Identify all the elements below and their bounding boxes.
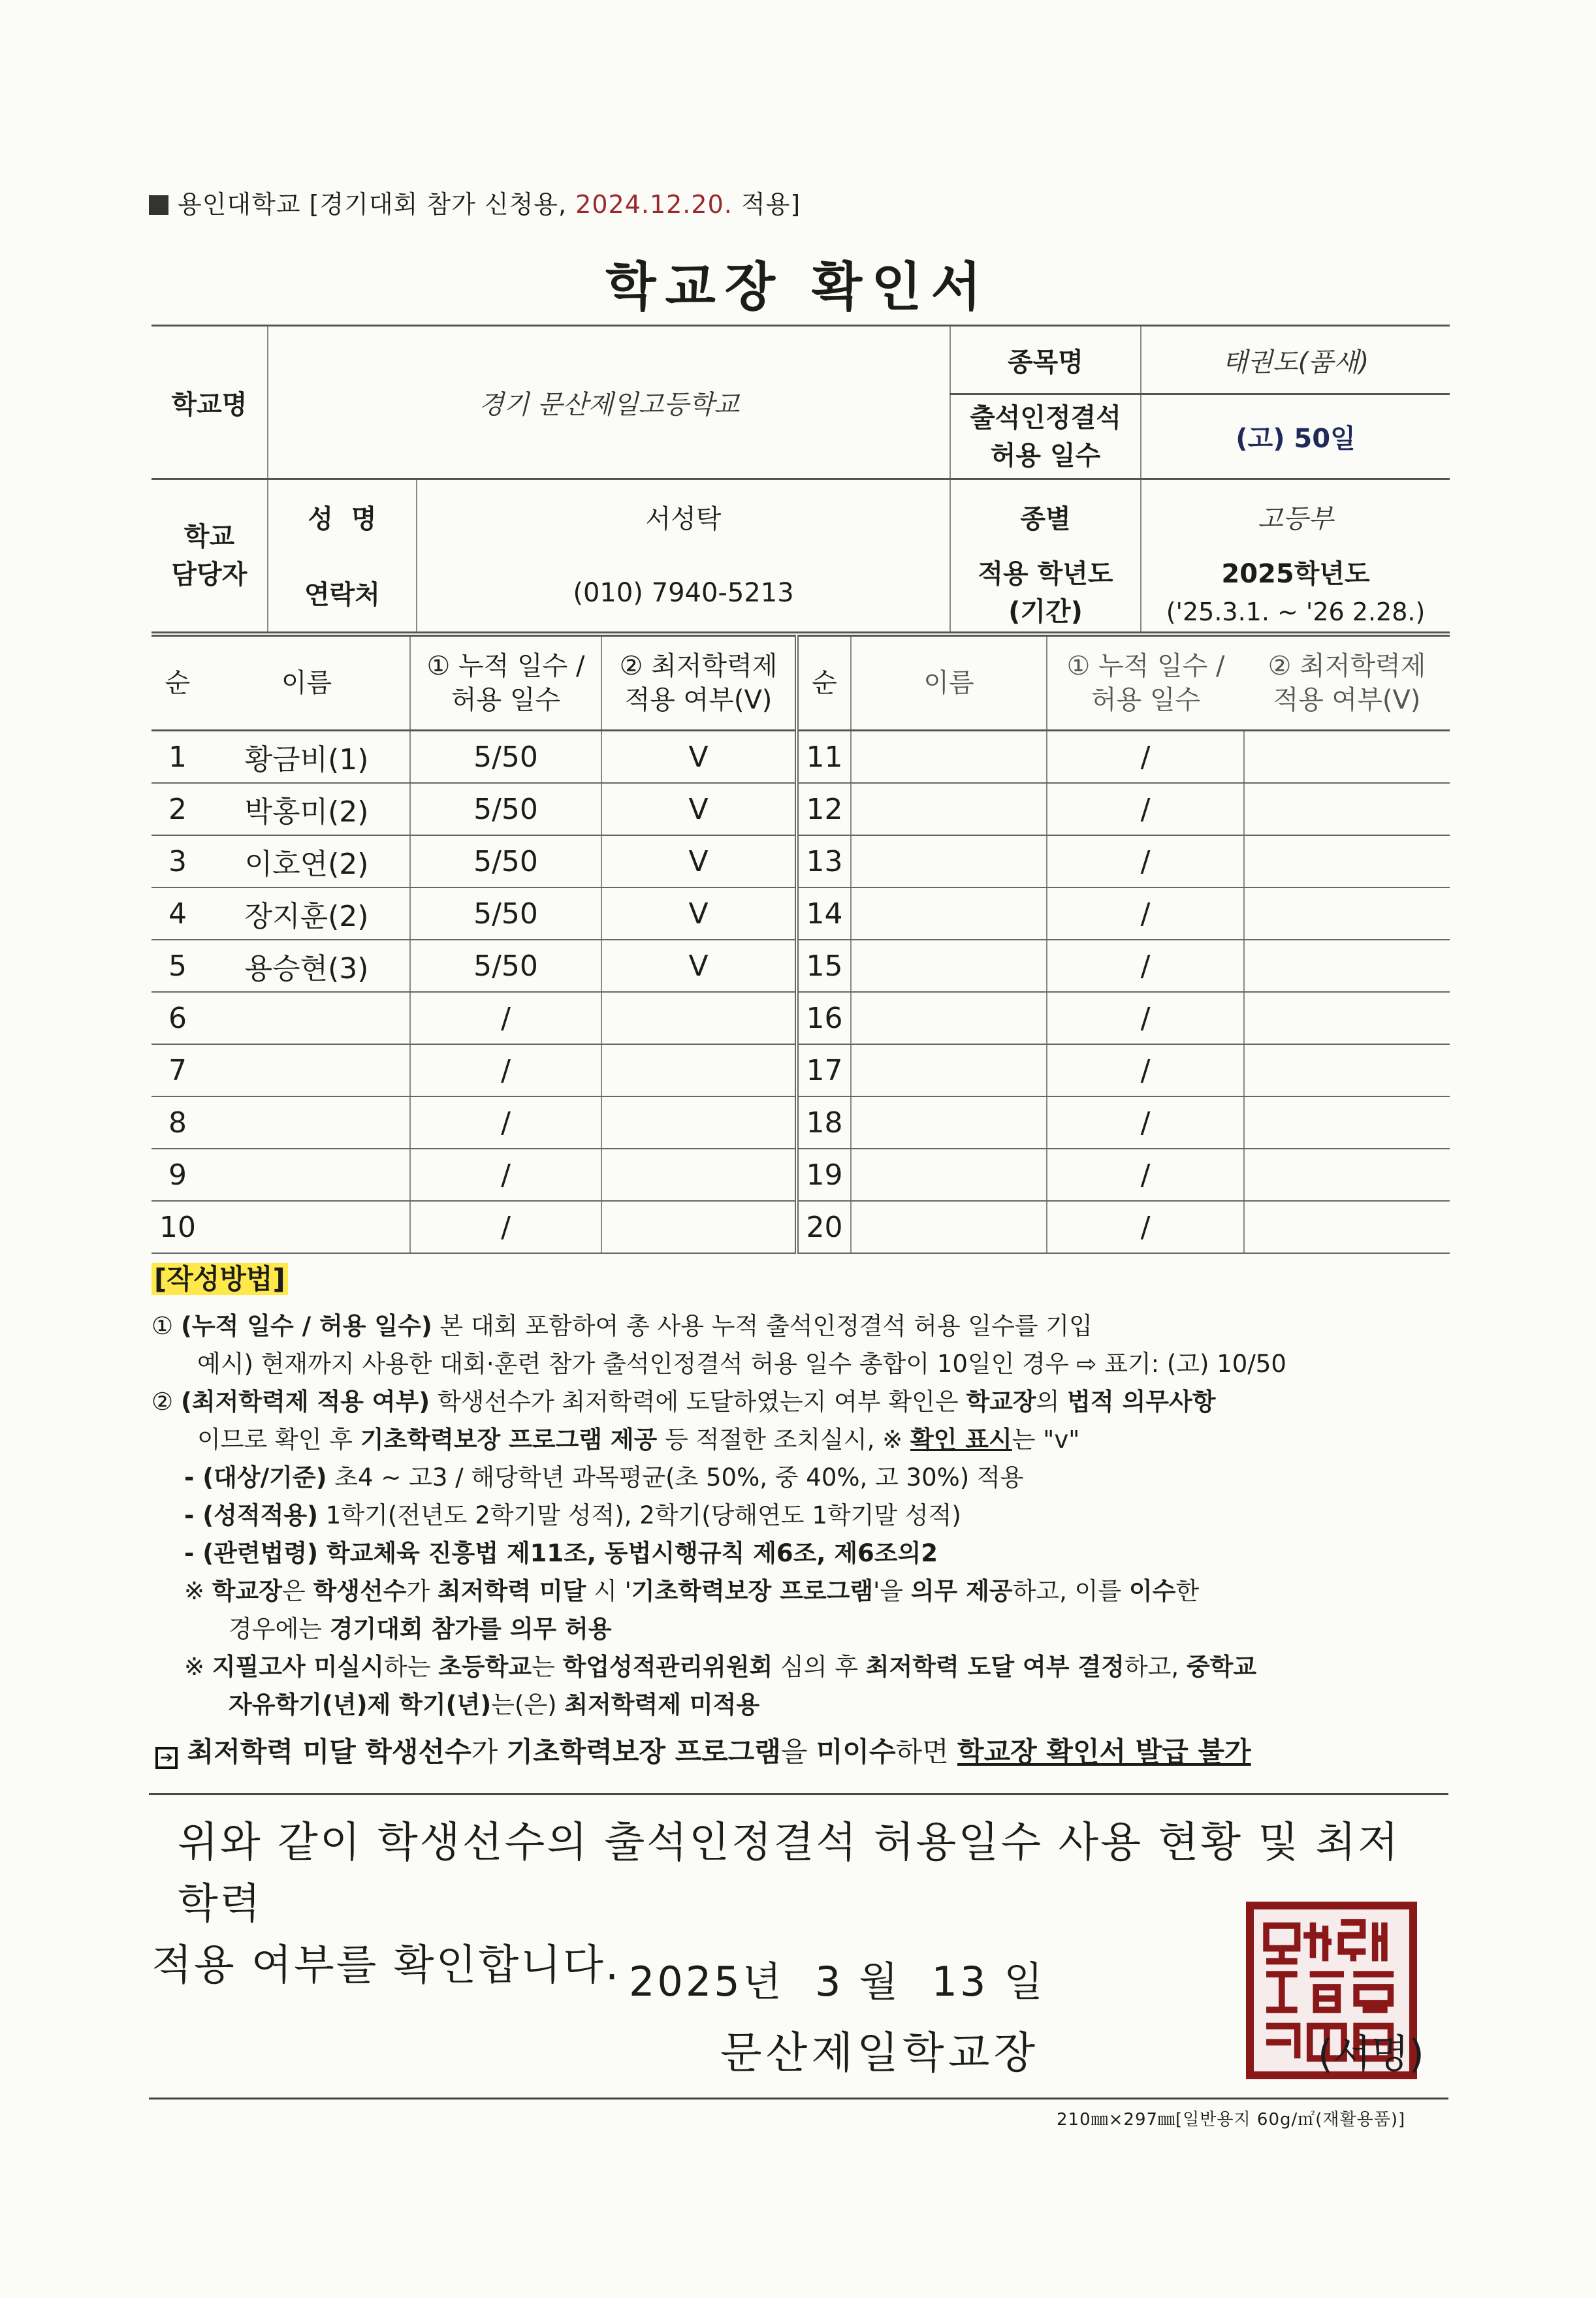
instruction-target — [152, 1459, 1451, 1497]
year-label — [950, 554, 1141, 633]
row-name-2 — [851, 731, 1047, 784]
instruction-2-cont-e: 는 "v" — [1012, 1426, 1080, 1454]
note-2-b3: 학업성적관리위원회 — [562, 1653, 773, 1681]
col-name-2: 이름 — [851, 636, 1047, 731]
instruction-2-cont-b: 기초학력보장 프로그램 제공 — [360, 1426, 658, 1454]
paper-spec: 210㎜×297㎜[일반용지 60g/㎡(재활용품)] — [1057, 2110, 1406, 2130]
row-no-2: 14 — [797, 887, 851, 940]
col-days — [410, 636, 601, 731]
divider-bottom — [149, 2098, 1448, 2099]
warning-b: 가 — [471, 1736, 507, 1768]
row-days-2: / — [1047, 1044, 1244, 1096]
row-min: V — [601, 783, 797, 835]
note-2-t3: 심의 후 — [773, 1653, 866, 1681]
contact-value: (010) 7940-5213 — [417, 554, 950, 633]
note-2-cont-b1: 자유학기(년)제 학기(년) — [229, 1691, 492, 1719]
row-no-2: 15 — [797, 940, 851, 992]
col-min-line2: 적용 여부(V) — [624, 685, 773, 715]
note-2-cont-b2: 최저학력제 미적용 — [564, 1691, 760, 1719]
row-min: V — [601, 835, 797, 887]
year-label-line1: 적용 학년도 — [978, 558, 1113, 589]
instruction-2-cont-c: 등 적절한 조치실시, ※ — [657, 1426, 910, 1454]
row-name — [204, 1044, 410, 1096]
event-value: 태권도(품새) — [1141, 326, 1450, 394]
row-name-2 — [851, 835, 1047, 887]
row-no-2: 17 — [797, 1044, 851, 1096]
header-bracket-open: [경기대회 참가 신청용, — [309, 190, 567, 219]
instruction-law — [152, 1535, 1451, 1572]
note-1-t6: 한 — [1175, 1577, 1200, 1605]
warning-d: 을 — [780, 1736, 816, 1768]
year-value — [1141, 554, 1450, 633]
row-min-2 — [1244, 992, 1450, 1044]
row-name: 황금비(1) — [204, 731, 410, 784]
table-row — [152, 940, 1450, 992]
table-row — [152, 992, 1450, 1044]
table-row — [152, 783, 1450, 835]
col-days-line1: ① 누적 일수 / — [426, 651, 585, 681]
instruction-law-bold: - (관련법령) 학교체육 진흥법 제11조, 동법시행규칙 제6조, 제6조의2 — [184, 1539, 938, 1567]
instruction-2-text-a: 학생선수가 최저학력에 도달하였는지 여부 확인은 — [430, 1388, 966, 1416]
instruction-1-bold: (누적 일수 / 허용 일수) — [180, 1312, 432, 1340]
document-title: 학교장 확인서 — [605, 257, 991, 317]
row-name-2 — [851, 992, 1047, 1044]
instruction-2-cont-a: 이므로 확인 후 — [197, 1426, 360, 1454]
header-bracket-close: 적용] — [741, 190, 801, 219]
col-no-2: 순 — [797, 636, 851, 731]
row-days: / — [410, 1096, 601, 1149]
row-no: 7 — [152, 1044, 204, 1096]
row-no: 8 — [152, 1096, 204, 1149]
row-name-2 — [851, 1044, 1047, 1096]
col-no: 순 — [152, 636, 204, 731]
warning-a: 최저학력 미달 학생선수 — [178, 1736, 471, 1768]
header-line — [149, 184, 801, 220]
name-value: 서성탁 — [417, 479, 950, 554]
allow-value: (고) 50일 — [1141, 394, 1450, 479]
row-no: 10 — [152, 1201, 204, 1253]
instruction-2-cont-d: 확인 표시 — [910, 1426, 1012, 1454]
manager-label — [152, 479, 268, 633]
division-value: 고등부 — [1141, 479, 1450, 554]
col-days-2-line2: 허용 일수 — [1091, 685, 1201, 715]
note-1-cont — [152, 1610, 1451, 1648]
row-no-2: 19 — [797, 1149, 851, 1201]
row-days-2: / — [1047, 992, 1244, 1044]
row-name — [204, 992, 410, 1044]
col-days-line2: 허용 일수 — [451, 685, 561, 715]
row-days: 5/50 — [410, 731, 601, 784]
row-no: 3 — [152, 835, 204, 887]
note-2-mark: ※ — [184, 1653, 212, 1681]
note-2-b4: 최저학력 도달 여부 결정 — [865, 1653, 1125, 1681]
row-no-2: 18 — [797, 1096, 851, 1149]
row-min: V — [601, 731, 797, 784]
row-no-2: 13 — [797, 835, 851, 887]
note-1-b3: 최저학력 미달 — [438, 1577, 586, 1605]
note-1-t5: 하고, 이를 — [1012, 1577, 1129, 1605]
principal-name: 문산제일학교장 — [720, 2028, 1040, 2078]
row-days: 5/50 — [410, 783, 601, 835]
col-days-2 — [1047, 636, 1244, 731]
table-row — [152, 887, 1450, 940]
instruction-grade-text: 1학기(전년도 2학기말 성적), 2학기(당해연도 1학기말 성적) — [318, 1501, 961, 1529]
note-2-cont-t1: 는(은) — [491, 1691, 565, 1719]
row-no: 4 — [152, 887, 204, 940]
contact-label: 연락처 — [268, 554, 417, 633]
sign-date: 2025년 3 월 13 일 — [628, 1958, 1046, 2005]
table-row — [152, 1149, 1450, 1201]
note-1-t4: '을 — [873, 1577, 911, 1605]
row-days-2: / — [1047, 940, 1244, 992]
row-no-2: 16 — [797, 992, 851, 1044]
student-table-header — [152, 636, 1450, 731]
row-no: 9 — [152, 1149, 204, 1201]
col-min-2-line2: 적용 여부(V) — [1273, 685, 1421, 715]
col-min-2 — [1244, 636, 1450, 731]
row-no: 1 — [152, 731, 204, 784]
row-name-2 — [851, 1096, 1047, 1149]
num-2: ② — [152, 1388, 174, 1416]
note-1-b6: 이수 — [1128, 1577, 1176, 1605]
event-label: 종목명 — [950, 326, 1141, 394]
instruction-2-bold-d: 법적 의무사항 — [1067, 1388, 1216, 1416]
note-2-t2: 는 — [532, 1653, 563, 1681]
row-name-2 — [851, 783, 1047, 835]
row-name — [204, 1096, 410, 1149]
row-no: 6 — [152, 992, 204, 1044]
bullet-square-icon — [149, 195, 168, 215]
row-min-2 — [1244, 887, 1450, 940]
instruction-grade-bold: - (성적적용) — [184, 1501, 319, 1529]
school-label: 학교명 — [152, 326, 268, 479]
row-days: 5/50 — [410, 887, 601, 940]
info-row-event — [152, 326, 1450, 394]
warning-e: 미이수 — [816, 1736, 896, 1768]
instruction-2-cont — [152, 1421, 1451, 1459]
header-org: 용인대학교 — [178, 190, 301, 219]
row-name: 이호연(2) — [204, 835, 410, 887]
instruction-target-bold: - (대상/기준) — [184, 1463, 327, 1492]
school-value: 경기 문산제일고등학교 — [268, 326, 950, 479]
info-table — [152, 325, 1450, 633]
note-1 — [152, 1572, 1451, 1610]
row-min-2 — [1244, 835, 1450, 887]
row-days: 5/50 — [410, 835, 601, 887]
note-2-t1: 하는 — [383, 1653, 439, 1681]
row-days-2: / — [1047, 1149, 1244, 1201]
row-no-2: 12 — [797, 783, 851, 835]
row-days: / — [410, 992, 601, 1044]
row-min — [601, 1096, 797, 1149]
warning-c: 기초학력보장 프로그램 — [506, 1736, 781, 1768]
table-row — [152, 731, 1450, 784]
row-name-2 — [851, 887, 1047, 940]
table-row — [152, 1201, 1450, 1253]
row-name: 장지훈(2) — [204, 887, 410, 940]
row-name — [204, 1149, 410, 1201]
note-1-cont-b1: 경기대회 참가를 의무 허용 — [329, 1615, 612, 1643]
note-1-t3: 시 ' — [586, 1577, 631, 1605]
row-min: V — [601, 940, 797, 992]
col-min — [601, 636, 797, 731]
row-name-2 — [851, 1201, 1047, 1253]
table-row — [152, 1096, 1450, 1149]
instruction-1 — [152, 1307, 1451, 1345]
row-min-2 — [1244, 1201, 1450, 1253]
instruction-2-bold-b: 학교장 — [966, 1388, 1036, 1416]
row-min-2 — [1244, 1044, 1450, 1096]
student-table — [152, 635, 1450, 1254]
warning-g: 학교장 확인서 발급 불가 — [957, 1736, 1251, 1768]
row-min-2 — [1244, 1096, 1450, 1149]
row-min-2 — [1244, 731, 1450, 784]
row-min-2 — [1244, 783, 1450, 835]
row-min — [601, 992, 797, 1044]
note-2 — [152, 1648, 1451, 1686]
signature-mark: (서명) — [1318, 2032, 1424, 2077]
row-min — [601, 1201, 797, 1253]
period-value: ('25.3.1. ~ '26 2.28.) — [1166, 597, 1426, 626]
division-label: 종별 — [950, 479, 1141, 554]
note-1-b2: 학생선수 — [313, 1577, 407, 1605]
year-label-line2: (기간) — [1008, 596, 1083, 627]
confirmation-line-2: 적용 여부를 확인합니다. — [152, 1941, 621, 1990]
row-days: / — [410, 1044, 601, 1096]
row-days-2: / — [1047, 1201, 1244, 1253]
col-name: 이름 — [204, 636, 410, 731]
row-min-2 — [1244, 940, 1450, 992]
note-1-mark: ※ — [184, 1577, 212, 1605]
instruction-1-example: 예시) 현재까지 사용한 대회·훈련 참가 출석인정결석 허용 일수 총합이 10일인 경우 ⇨ 표기: (고) 10/50 — [197, 1350, 1286, 1378]
note-1-cont-t1: 경우에는 — [229, 1615, 330, 1643]
confirmation-line-1: 위와 같이 학생선수의 출석인정결석 허용일수 사용 현황 및 최저학력 — [178, 1819, 1401, 1928]
note-1-t2: 가 — [406, 1577, 438, 1605]
note-2-cont — [152, 1686, 1451, 1724]
row-days: / — [410, 1201, 601, 1253]
note-1-b1: 학교장 — [212, 1577, 282, 1605]
row-no: 5 — [152, 940, 204, 992]
writing-instructions — [152, 1260, 1451, 1771]
instruction-2 — [152, 1383, 1451, 1421]
instructions-tag: [작성방법] — [152, 1263, 288, 1295]
row-name — [204, 1201, 410, 1253]
table-row — [152, 1044, 1450, 1096]
row-min — [601, 1044, 797, 1096]
row-days: 5/50 — [410, 940, 601, 992]
allow-label-line1: 출석인정결석 — [970, 402, 1121, 433]
header-date: 2024.12.20. — [575, 190, 733, 219]
row-min: V — [601, 887, 797, 940]
instruction-target-text: 초4 ~ 고3 / 해당학년 과목평균(초 50%, 중 40%, 고 30%) 적용 — [327, 1463, 1024, 1492]
col-min-line1: ② 최저학력제 — [619, 651, 778, 681]
note-1-t1: 은 — [282, 1577, 313, 1605]
table-row — [152, 835, 1450, 887]
allow-label — [950, 394, 1141, 479]
row-days: / — [410, 1149, 601, 1201]
row-name-2 — [851, 1149, 1047, 1201]
warning-f: 하면 — [895, 1736, 958, 1768]
info-row-name — [152, 479, 1450, 554]
warning-arrow-icon: ➔ — [155, 1747, 178, 1769]
row-days-2: / — [1047, 731, 1244, 784]
col-min-2-line1: ② 최저학력제 — [1268, 651, 1426, 681]
row-name-2 — [851, 940, 1047, 992]
row-days-2: / — [1047, 887, 1244, 940]
row-min-2 — [1244, 1149, 1450, 1201]
row-name: 박홍미(2) — [204, 783, 410, 835]
name-label: 성 명 — [268, 479, 417, 554]
note-2-b5: 중학교 — [1186, 1653, 1257, 1681]
instruction-1-text: 본 대회 포함하여 총 사용 누적 출석인정결석 허용 일수를 기입 — [432, 1312, 1093, 1340]
row-min — [601, 1149, 797, 1201]
row-days-2: / — [1047, 1096, 1244, 1149]
note-2-t4: 하고, — [1124, 1653, 1187, 1681]
row-days-2: / — [1047, 835, 1244, 887]
manager-label-line1: 학교 — [184, 522, 235, 552]
divider-top — [149, 1793, 1448, 1795]
note-2-b1: 지필고사 미실시 — [212, 1653, 384, 1681]
year-value-line: 2025학년도 — [1221, 558, 1370, 589]
row-no: 2 — [152, 783, 204, 835]
note-1-b5: 의무 제공 — [910, 1577, 1013, 1605]
row-name: 용승현(3) — [204, 940, 410, 992]
row-days-2: / — [1047, 783, 1244, 835]
row-no-2: 20 — [797, 1201, 851, 1253]
instruction-grade — [152, 1497, 1451, 1535]
note-1-b4: 기초학력보장 프로그램 — [631, 1577, 874, 1605]
col-days-2-line1: ① 누적 일수 / — [1066, 651, 1225, 681]
instruction-2-text-c: 의 — [1036, 1388, 1068, 1416]
row-no-2: 11 — [797, 731, 851, 784]
allow-label-line2: 허용 일수 — [990, 440, 1101, 471]
note-2-b2: 초등학교 — [438, 1653, 532, 1681]
manager-label-line2: 담당자 — [171, 560, 247, 590]
info-row-contact — [152, 554, 1450, 633]
warning-line — [152, 1733, 1451, 1771]
instruction-2-bold: (최저학력제 적용 여부) — [180, 1388, 430, 1416]
num-1: ① — [152, 1312, 174, 1340]
